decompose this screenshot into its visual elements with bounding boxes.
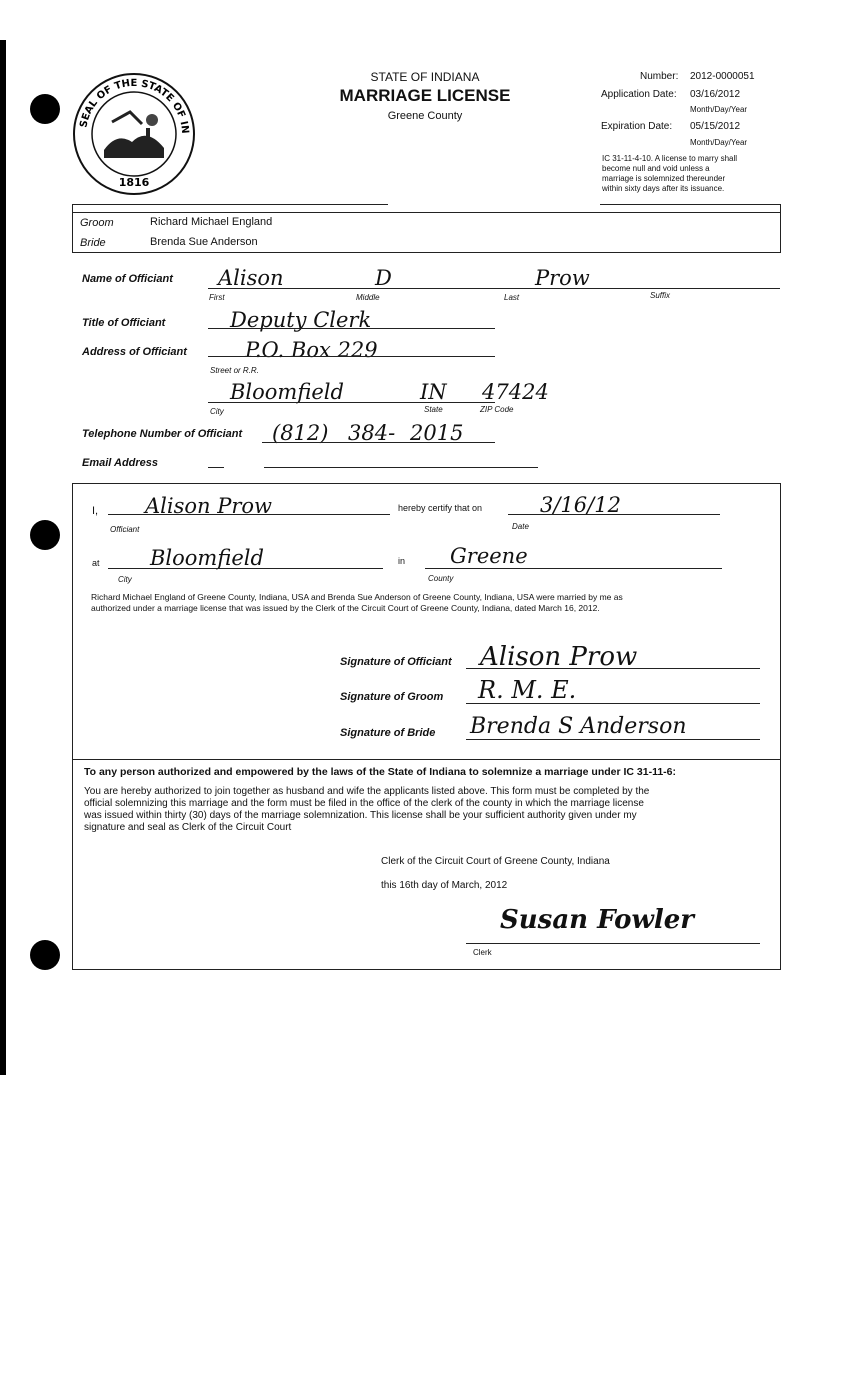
- date-format-2: Month/Day/Year: [690, 138, 748, 147]
- email-rule: [264, 467, 538, 468]
- statement-line: authorized under a marriage license that was issued by the Clerk of the Circuit Court of Greene County, Indiana, dated March 16, 2012.: [91, 603, 600, 613]
- first-caption: First: [209, 293, 225, 302]
- bride-label: Bride: [80, 237, 106, 249]
- groom-label: Groom: [80, 217, 114, 229]
- seal-text: SEAL OF THE STATE OF IN: [78, 77, 191, 135]
- number-label: Number:: [640, 71, 679, 82]
- statement-line: Richard Michael England of Greene County, Indiana, USA and Brenda Sue Anderson of Greene County, Indiana, USA were married by me as: [91, 592, 623, 602]
- zip-caption: ZIP Code: [480, 405, 514, 414]
- phone-line-rule: [262, 442, 495, 443]
- officiant-title-label: Title of Officiant: [82, 317, 166, 329]
- phone-prefix: 384-: [348, 421, 396, 445]
- officiant-state: IN: [420, 380, 447, 404]
- authority-line: You are hereby authorized to join together as husband and wife the applicants listed above. This form must be completed by the: [84, 786, 650, 797]
- clerk-line: Clerk of the Circuit Court of Greene County, Indiana: [381, 856, 610, 867]
- last-caption: Last: [504, 293, 520, 302]
- sig-bride: Brenda S Anderson: [470, 714, 687, 739]
- application-label: Application Date:: [601, 89, 677, 100]
- officiant-caption: Officiant: [110, 525, 140, 534]
- bride-name: Brenda Sue Anderson: [150, 236, 258, 248]
- officiant-middle: D: [375, 266, 392, 290]
- date-caption: Date: [512, 522, 529, 531]
- sig-bride-line: [466, 739, 760, 740]
- notice-line: become null and void unless a: [602, 164, 710, 173]
- authority-line: official solemnizing this marriage and the form must be filed in the office of the clerk of the county in which the marriage license: [84, 798, 644, 809]
- notice-line: within sixty days after its issuance.: [602, 184, 725, 193]
- authority-body: [84, 786, 649, 834]
- sig-officiant-label: Signature of Officiant: [340, 656, 452, 668]
- sig-bride-label: Signature of Bride: [340, 727, 436, 739]
- i-label: I,: [92, 505, 99, 517]
- binder-hole-2: [30, 520, 60, 550]
- sig-groom-label: Signature of Groom: [340, 691, 444, 703]
- page-title: MARRIAGE LICENSE: [339, 86, 511, 105]
- at-label: at: [92, 558, 100, 568]
- cert-county-line: [425, 568, 722, 569]
- street-line: [208, 356, 495, 357]
- authority-line: was issued within thirty (30) days of the marriage solemnization. This license shall be your sufficient authority given under my: [84, 810, 637, 821]
- city-caption-2: City: [118, 575, 132, 584]
- officiant-street: P.O. Box 229: [245, 338, 378, 362]
- officiant-last: Prow: [535, 266, 590, 290]
- page-edge: [0, 40, 6, 1075]
- officiant-first: Alison: [218, 266, 284, 290]
- groom-name: Richard Michael England: [150, 216, 273, 228]
- sig-groom-line: [466, 703, 760, 704]
- cert-county: Greene: [450, 544, 528, 568]
- email-label: Email Address: [82, 457, 159, 469]
- cert-officiant-line: [108, 514, 390, 515]
- cert-city: Bloomfield: [150, 546, 264, 570]
- city-caption: City: [210, 407, 224, 416]
- seal-year: 1816: [118, 176, 150, 189]
- license-number: 2012-0000051: [690, 71, 755, 82]
- top-rule-right: [600, 204, 780, 205]
- name-line: [208, 288, 780, 289]
- email-rule-short: [208, 467, 224, 468]
- suffix-caption: Suffix: [650, 291, 671, 300]
- middle-caption: Middle: [356, 293, 380, 302]
- street-caption: Street or R.R.: [210, 366, 259, 375]
- authority-line: signature and seal as Clerk of the Circuit Court: [84, 822, 292, 833]
- notice-line: marriage is solemnized thereunder: [602, 174, 726, 183]
- county-caption: County: [428, 574, 454, 583]
- officiant-address-label: Address of Officiant: [82, 346, 187, 358]
- state-seal: [72, 72, 196, 196]
- sig-officiant-line: [466, 668, 760, 669]
- state-title: STATE OF INDIANA: [370, 70, 480, 84]
- title-line: [208, 328, 495, 329]
- clerk-signature: Susan Fowler: [500, 905, 694, 935]
- officiant-name-label: Name of Officiant: [82, 273, 173, 285]
- officiant-city: Bloomfield: [230, 380, 344, 404]
- cert-city-line: [108, 568, 383, 569]
- sig-groom: R. M. E.: [478, 676, 577, 704]
- certify-text: hereby certify that on: [398, 503, 483, 513]
- validity-notice: [602, 154, 737, 194]
- in-label: in: [398, 556, 406, 566]
- officiant-phone-label: Telephone Number of Officiant: [82, 428, 243, 440]
- clerk-sig-line: [466, 943, 760, 944]
- expiration-label: Expiration Date:: [601, 121, 673, 132]
- county-title: Greene County: [387, 110, 463, 122]
- clerk-caption: Clerk: [473, 948, 492, 957]
- date-format-1: Month/Day/Year: [690, 105, 748, 114]
- phone-line: 2015: [410, 421, 464, 445]
- marriage-statement: [91, 592, 623, 614]
- binder-hole-1: [30, 94, 60, 124]
- officiant-zip: 47424: [482, 380, 549, 404]
- sig-officiant: Alison Prow: [480, 642, 638, 672]
- couple-divider: [72, 212, 780, 213]
- cert-date: 3/16/12: [540, 493, 621, 517]
- officiant-title: Deputy Clerk: [230, 308, 372, 332]
- notice-line: IC 31-11-4-10. A license to marry shall: [602, 154, 738, 163]
- cert-date-line: [508, 514, 720, 515]
- application-date: 03/16/2012: [690, 89, 741, 100]
- state-caption: State: [424, 405, 443, 414]
- svg-text:SEAL OF THE STATE OF INDIANA: [72, 72, 190, 134]
- authority-heading: To any person authorized and empowered by the laws of the State of Indiana to solemnize a marriage under IC 31-11-6:: [84, 766, 677, 778]
- expiration-date: 05/15/2012: [690, 121, 741, 132]
- phone-area: (812): [272, 421, 329, 445]
- city-line: [208, 402, 495, 403]
- binder-hole-3: [30, 940, 60, 970]
- date-line: this 16th day of March, 2012: [381, 880, 508, 891]
- cert-officiant-name: Alison Prow: [145, 494, 273, 518]
